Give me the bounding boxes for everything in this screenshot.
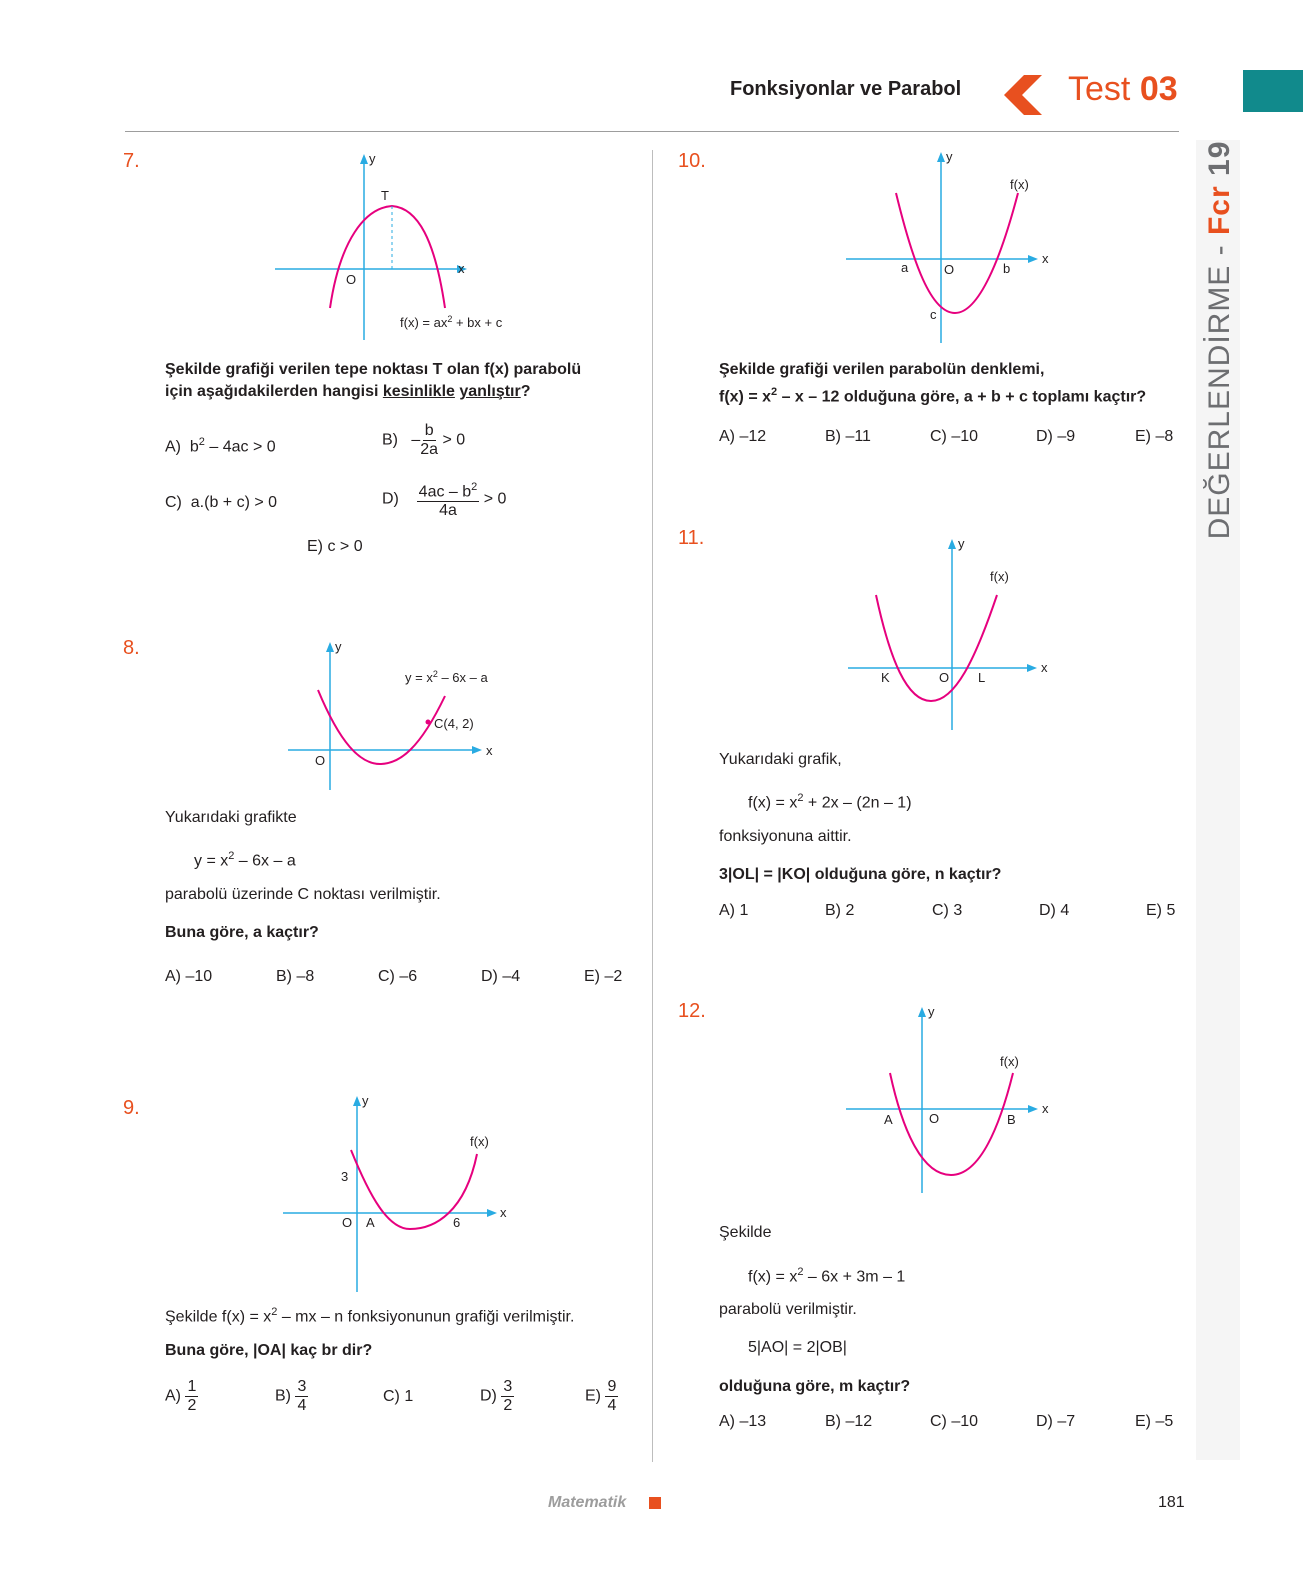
q12-text1: Şekilde bbox=[719, 1224, 772, 1241]
c-label: c bbox=[930, 307, 937, 322]
six-label: 6 bbox=[453, 1215, 461, 1230]
q10-option-d[interactable]: D) –9 bbox=[1036, 428, 1076, 445]
y-arrow-icon bbox=[353, 1096, 361, 1106]
origin-label: O bbox=[342, 1215, 353, 1230]
x-label: x bbox=[1042, 251, 1049, 266]
a-label: a bbox=[901, 260, 909, 275]
y-label: y bbox=[362, 1093, 369, 1108]
q11-graph bbox=[845, 535, 1060, 735]
corner-tab bbox=[1243, 70, 1303, 112]
x-label: x bbox=[1042, 1101, 1049, 1116]
q11-option-e[interactable]: E) 5 bbox=[1146, 902, 1176, 919]
q11-text3: fonksiyonuna aittir. bbox=[719, 828, 852, 845]
parabola-curve bbox=[890, 1073, 1013, 1175]
b-label: b bbox=[1003, 261, 1011, 276]
q11-option-d[interactable]: D) 4 bbox=[1039, 902, 1070, 919]
q12-option-b[interactable]: B) –12 bbox=[825, 1413, 873, 1430]
y-label: y bbox=[928, 1004, 935, 1019]
q7-graph bbox=[270, 150, 530, 345]
q11-text1: Yukarıdaki grafik, bbox=[719, 751, 842, 768]
three-label: 3 bbox=[341, 1169, 349, 1184]
q7-stem-line1: Şekilde grafiği verilen tepe noktası T olan f(x) parabolü bbox=[165, 361, 582, 378]
x-arrow-icon bbox=[1028, 255, 1038, 263]
origin-label: O bbox=[939, 670, 950, 685]
q11-equation: $f(x) = x^2 + 2x - (2n - 1)$ bbox=[748, 792, 912, 812]
q12-question: olduğuna göre, m kaçtır? bbox=[719, 1378, 911, 1395]
y-label: y bbox=[335, 639, 342, 654]
footer-subject: Matematik bbox=[548, 1494, 627, 1511]
q7-option-e[interactable]: E) c > 0 bbox=[307, 538, 363, 555]
point-a-label: A bbox=[884, 1112, 893, 1127]
k-label: K bbox=[881, 670, 890, 685]
parabola-curve bbox=[318, 690, 445, 764]
x-arrow-icon bbox=[1027, 664, 1037, 672]
y-arrow-icon bbox=[326, 642, 334, 652]
q8-equation: $y = x^2 - 6x - a$ bbox=[194, 850, 296, 870]
q12-text3: parabolü verilmiştir. bbox=[719, 1301, 857, 1318]
test-label: Test bbox=[1068, 70, 1131, 108]
q9-graph bbox=[280, 1092, 515, 1297]
function-label: $f(x) = ax^2$ + bx + c bbox=[400, 314, 503, 330]
x-label: x bbox=[500, 1205, 507, 1220]
y-arrow-icon bbox=[918, 1007, 926, 1017]
function-label: f(x) bbox=[470, 1134, 489, 1149]
x-label: x bbox=[1041, 660, 1048, 675]
header-divider bbox=[125, 131, 1179, 132]
q8-text3: parabolü üzerinde C noktası verilmiştir. bbox=[165, 886, 441, 903]
y-label: y bbox=[369, 151, 376, 166]
x-label: x bbox=[486, 743, 493, 758]
function-label: f(x) bbox=[1000, 1054, 1019, 1069]
q10-option-e[interactable]: E) –8 bbox=[1135, 428, 1174, 445]
q12-condition: 5|AO| = 2|OB| bbox=[748, 1339, 847, 1356]
q9-option-e[interactable]: E) $\frac{9}{4}$ bbox=[585, 1378, 617, 1414]
q10-text2: $f(x) = x^2 - x - 12$ olduğuna göre, a + b + c toplamı kaçtır? bbox=[719, 386, 1147, 406]
q12-option-d[interactable]: D) –7 bbox=[1036, 1413, 1076, 1430]
chevron-left-icon bbox=[1002, 73, 1046, 117]
y-arrow-icon bbox=[937, 152, 945, 162]
q8-text1: Yukarıdaki grafikte bbox=[165, 809, 297, 826]
equation-label: $y = x^2 - 6x - a$ bbox=[405, 669, 488, 685]
y-label: y bbox=[958, 536, 965, 551]
point-a-label: A bbox=[366, 1215, 375, 1230]
x-arrow-icon bbox=[472, 746, 482, 754]
question-number-10: 10. bbox=[678, 150, 706, 172]
q8-option-a[interactable]: A) –10 bbox=[165, 968, 213, 985]
x-arrow-icon bbox=[1028, 1105, 1038, 1113]
question-number-8: 8. bbox=[123, 637, 140, 659]
q12-option-e[interactable]: E) –5 bbox=[1135, 1413, 1174, 1430]
question-number-11: 11. bbox=[678, 527, 705, 549]
q7-option-a[interactable]: A) $b^2 - 4ac > 0$ bbox=[165, 436, 276, 456]
q7-option-d[interactable]: D) $\frac{4ac - b^2}{4a}$ > 0 bbox=[382, 478, 506, 520]
q11-option-a[interactable]: A) 1 bbox=[719, 902, 749, 919]
q11-option-b[interactable]: B) 2 bbox=[825, 902, 855, 919]
parabola-curve bbox=[330, 206, 445, 308]
q8-option-c[interactable]: C) –6 bbox=[378, 968, 418, 985]
q12-graph bbox=[843, 1003, 1058, 1198]
point-b-label: B bbox=[1007, 1112, 1016, 1127]
point-c-label: C(4, 2) bbox=[434, 716, 474, 731]
question-number-7: 7. bbox=[123, 150, 140, 172]
function-label: f(x) bbox=[1010, 177, 1029, 192]
q12-option-c[interactable]: C) –10 bbox=[930, 1413, 979, 1430]
footer-square-icon bbox=[649, 1497, 661, 1509]
x-arrow-icon bbox=[487, 1209, 497, 1217]
q9-option-b[interactable]: B) $\frac{3}{4}$ bbox=[275, 1378, 307, 1414]
q11-question: 3|OL| = |KO| olduğuna göre, n kaçtır? bbox=[719, 866, 1002, 883]
q8-option-b[interactable]: B) –8 bbox=[276, 968, 315, 985]
t-label: T bbox=[381, 188, 389, 203]
q8-option-d[interactable]: D) –4 bbox=[481, 968, 521, 985]
q8-option-e[interactable]: E) –2 bbox=[584, 968, 623, 985]
page-title: Fonksiyonlar ve Parabol bbox=[730, 78, 962, 100]
y-arrow-icon bbox=[360, 154, 368, 164]
q7-option-c[interactable]: C) a.(b + c) > 0 bbox=[165, 494, 278, 511]
y-arrow-icon bbox=[948, 539, 956, 549]
origin-label: O bbox=[929, 1111, 940, 1126]
question-number-12: 12. bbox=[678, 1000, 706, 1022]
point-c bbox=[426, 720, 431, 725]
origin-label: O bbox=[315, 753, 326, 768]
q11-option-c[interactable]: C) 3 bbox=[932, 902, 963, 919]
q10-text1: Şekilde grafiği verilen parabolün denklemi, bbox=[719, 361, 1045, 378]
q7-option-b[interactable]: B) – $\frac{b}{2a}$ > 0 bbox=[382, 422, 466, 458]
question-number-9: 9. bbox=[123, 1097, 140, 1119]
y-label: y bbox=[946, 149, 953, 164]
x-label: x bbox=[458, 261, 465, 276]
q9-option-c[interactable]: C) 1 bbox=[383, 1388, 414, 1405]
side-label bbox=[1203, 141, 1237, 540]
q12-option-a[interactable]: A) –13 bbox=[719, 1413, 767, 1430]
brand-logo: Fcr bbox=[1203, 185, 1236, 236]
q10-option-a[interactable]: A) –12 bbox=[719, 428, 767, 445]
function-label: f(x) bbox=[990, 569, 1009, 584]
origin-label: O bbox=[346, 272, 357, 287]
column-divider bbox=[652, 150, 653, 1462]
test-badge bbox=[1068, 70, 1178, 109]
q9-option-d[interactable]: D) $\frac{3}{2}$ bbox=[480, 1378, 513, 1414]
q8-graph bbox=[285, 638, 515, 798]
side-number: 19 bbox=[1203, 140, 1236, 176]
q10-graph bbox=[843, 148, 1063, 348]
origin-label: O bbox=[944, 262, 955, 277]
q10-option-c[interactable]: C) –10 bbox=[930, 428, 979, 445]
page-number: 181 bbox=[1158, 1494, 1185, 1511]
q8-question: Buna göre, a kaçtır? bbox=[165, 924, 319, 941]
q9-option-a[interactable]: A) $\frac{1}{2}$ bbox=[165, 1378, 197, 1414]
q12-equation: $f(x) = x^2 - 6x + 3m - 1$ bbox=[748, 1266, 906, 1286]
l-label: L bbox=[978, 670, 986, 685]
q7-stem-line2: için aşağıdakilerden hangisi kesinlikle yanlıştır? bbox=[165, 383, 531, 400]
q10-option-b[interactable]: B) –11 bbox=[825, 428, 871, 445]
q9-text1: Şekilde $f(x) = x^2$ – mx – n fonksiyonunun grafiği verilmiştir. bbox=[165, 1306, 575, 1326]
q9-question: Buna göre, |OA| kaç br dir? bbox=[165, 1342, 373, 1359]
test-number: 03 bbox=[1139, 70, 1178, 108]
parabola-curve bbox=[876, 595, 997, 701]
side-label-text: DEĞERLENDİRME - bbox=[1203, 235, 1236, 540]
parabola-curve bbox=[896, 193, 1018, 313]
